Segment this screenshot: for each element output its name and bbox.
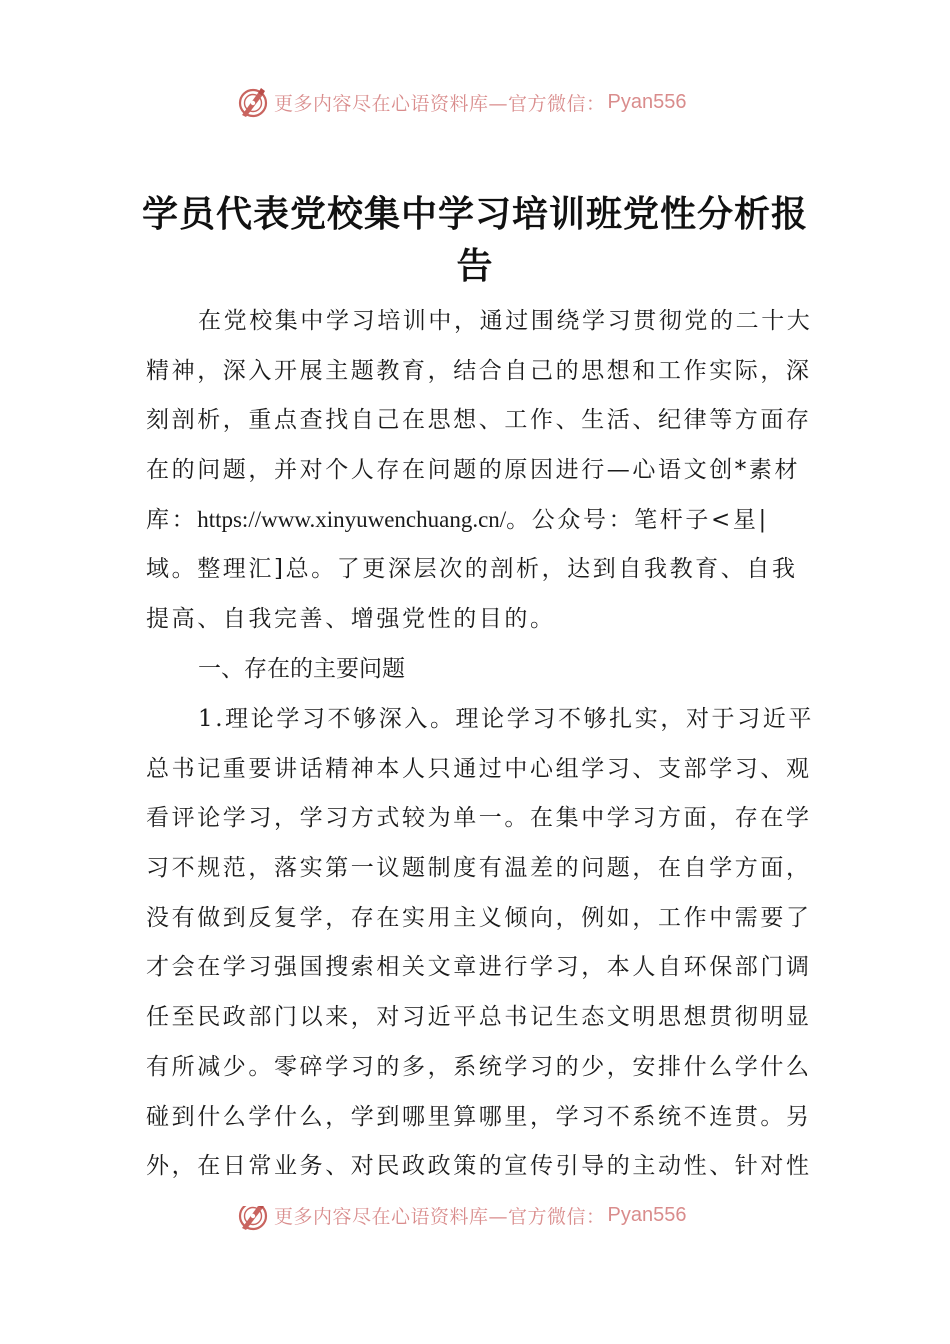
section-heading: 一、存在的主要问题	[198, 656, 405, 682]
watermark-text: 更多内容尽在心语资料库—官方微信：	[274, 92, 606, 115]
footer-watermark	[236, 1206, 686, 1236]
text-segment: 库：	[146, 507, 198, 533]
paragraph-line: 外，在日常业务、对民政政策的宣传引导的主动性、针对性	[146, 1153, 812, 1179]
paragraph-line: 看评论学习，学习方式较为单一。在集中学习方面，存在学	[146, 805, 812, 831]
paragraph-line: 刻剖析，重点查找自己在思想、工作、生活、纪律等方面存	[146, 407, 812, 433]
paragraph-line: 才会在学习强国搜索相关文章进行学习，本人自环保部门调	[146, 954, 812, 980]
paragraph-line: 精神，深入开展主题教育，结合自己的思想和工作实际，深	[146, 358, 812, 384]
document-title: 学员代表党校集中学习培训班党性分析报告	[141, 193, 808, 287]
paragraph-line: 在党校集中学习培训中，通过围绕学习贯彻党的二十大	[198, 308, 813, 334]
paragraph-line: 任至民政部门以来，对习近平总书记生态文明思想贯彻明显	[146, 1004, 812, 1030]
paragraph-line: 提高、自我完善、增强党性的目的。	[146, 606, 556, 632]
paragraph-line: 1.理论学习不够深入。理论学习不够扎实，对于习近平	[198, 706, 814, 732]
paragraph-line-url	[146, 505, 769, 535]
pen-logo-icon	[236, 1206, 270, 1232]
paragraph-line: 总书记重要讲话精神本人只通过中心组学习、支部学习、观	[146, 756, 812, 782]
text-segment: 。公众号：笔杆子<星|	[506, 507, 769, 533]
watermark-wechat-id: Pyan556	[607, 90, 687, 113]
paragraph-line: 没有做到反复学，存在实用主义倾向，例如，工作中需要了	[146, 905, 812, 931]
watermark-wechat-id: Pyan556	[607, 1206, 687, 1226]
paragraph-line: 碰到什么学什么，学到哪里算哪里，学习不系统不连贯。另	[146, 1104, 812, 1130]
pen-logo-icon	[236, 85, 270, 119]
watermark-text: 更多内容尽在心语资料库—官方微信：	[274, 1206, 606, 1228]
header-watermark	[236, 84, 686, 120]
paragraph-line: 在的问题，并对个人存在问题的原因进行—心语文创*素材	[146, 457, 801, 483]
paragraph-line: 习不规范，落实第一议题制度有温差的问题，在自学方面，	[146, 855, 812, 881]
paragraph-line: 有所减少。零碎学习的多，系统学习的少，安排什么学什么	[146, 1054, 812, 1080]
paragraph-line: 域。整理汇]总。了更深层次的剖析，达到自我教育、自我	[146, 556, 798, 582]
website-link[interactable]: https://www.xinyuwenchuang.cn/	[197, 507, 507, 532]
